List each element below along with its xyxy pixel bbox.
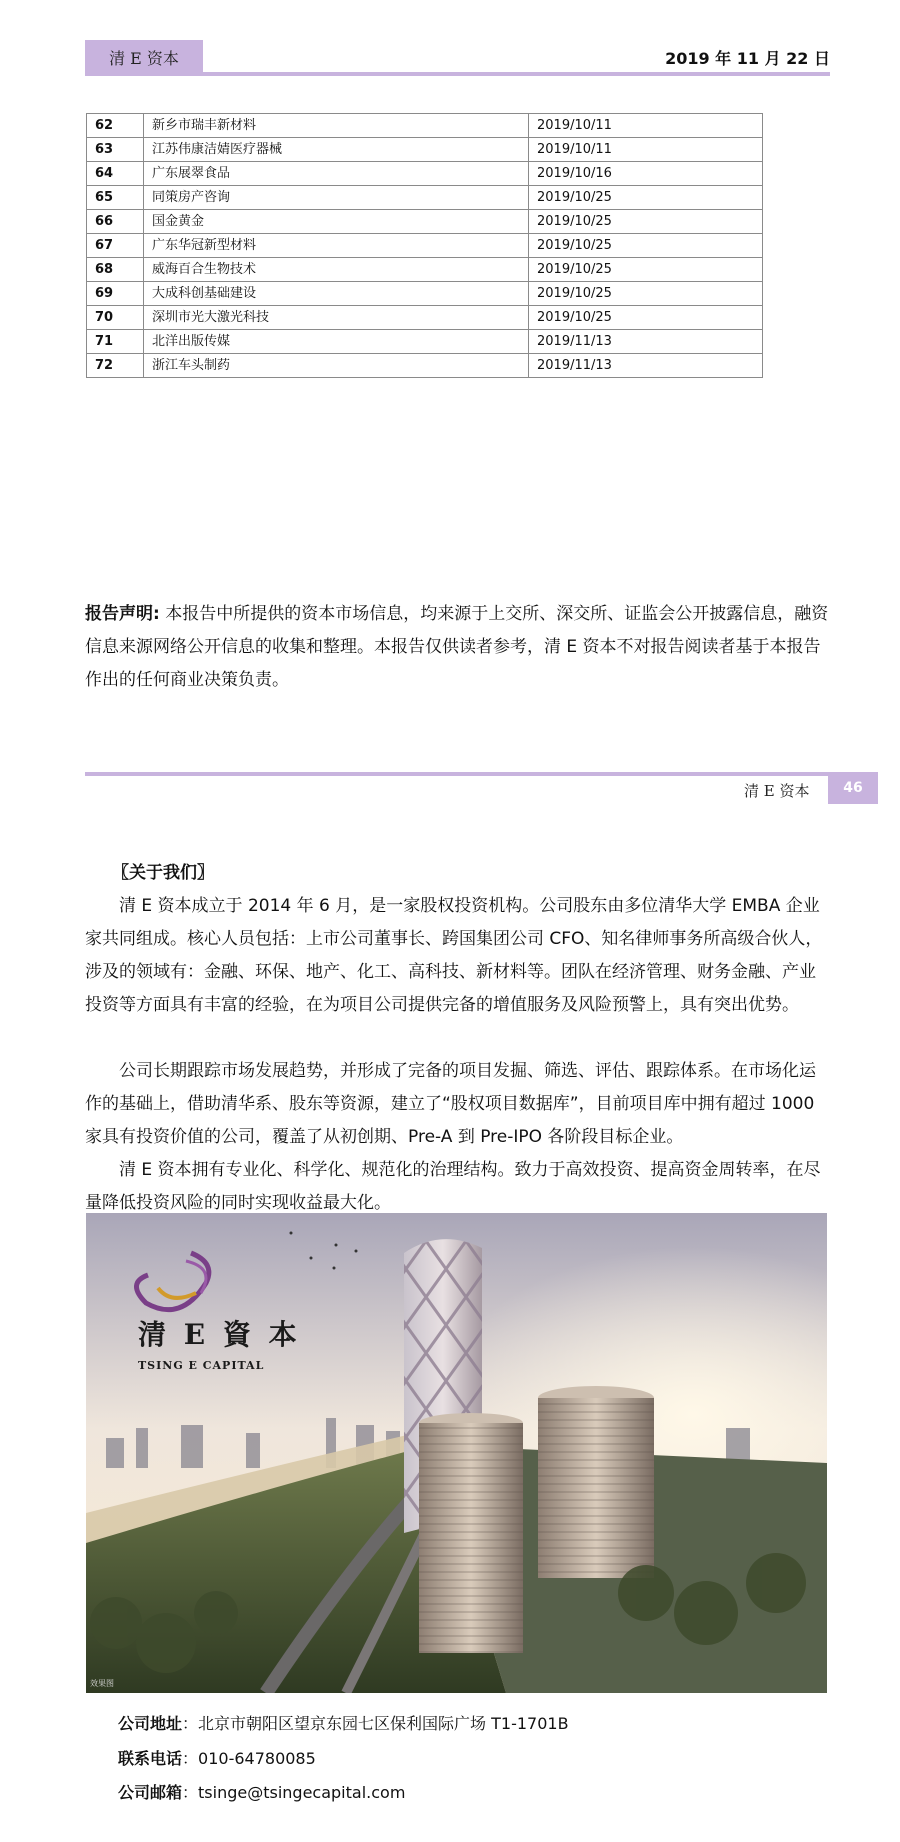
email-value[interactable]: tsinge@tsingecapital.com [198, 1783, 406, 1802]
listing-date: 2019/11/13 [529, 330, 763, 354]
company-name: 广东华冠新型材料 [144, 234, 529, 258]
listing-date: 2019/10/25 [529, 282, 763, 306]
table-row [87, 354, 763, 378]
company-name: 深圳市光大激光科技 [144, 306, 529, 330]
report-statement [85, 598, 830, 697]
listing-date: 2019/10/25 [529, 186, 763, 210]
company-name: 广东展翠食品 [144, 162, 529, 186]
logo-chinese: 清 E 資 本 [138, 1318, 301, 1351]
about-paragraph-1: 清 E 资本成立于 2014 年 6 月，是一家股权投资机构。公司股东由多位清华大学 EMBA 企业家共同组成。核心人员包括：上市公司董事长、跨国集团公司 CFO、知名律师事务所高级合伙人，涉及的领域有：金融、环保、地产、化工、高科技、新材料等。团队在经济管理、财务金融、产业投资等方面具有丰富的经验，在为项目公司提供完备的增值服务及风险预警上，具有突出优势。 [85, 896, 823, 1015]
listing-date: 2019/10/11 [529, 114, 763, 138]
email-label: 公司邮箱 [118, 1783, 183, 1802]
company-name: 国金黄金 [144, 210, 529, 234]
statement-text: 本报告中所提供的资本市场信息，均来源于上交所、深交所、证监会公开披露信息，融资信息来源网络公开信息的收集和整理。本报告仅供读者参考，清 E 资本不对报告阅读者基于本报告作出的任何商业决策负责。 [85, 604, 829, 690]
contact-phone: 联系电话：010-64780085 [118, 1749, 316, 1768]
company-name: 浙江车头制药 [144, 354, 529, 378]
about-paragraph-2: 公司长期跟踪市场发展趋势，并形成了完备的项目发掘、筛选、评估、跟踪体系。在市场化运作的基础上，借助清华系、股东等资源，建立了“股权项目数据库”，目前项目库中拥有超过 1000 家具有投资价值的公司，覆盖了从初创期、Pre-A 到 Pre-IPO 各阶段目标企业。 [85, 1061, 816, 1147]
listing-date: 2019/11/13 [529, 354, 763, 378]
company-name: 江苏伟康洁婧医疗器械 [144, 138, 529, 162]
listing-date: 2019/10/25 [529, 258, 763, 282]
listing-date: 2019/10/25 [529, 210, 763, 234]
table-row [87, 330, 763, 354]
company-name: 北洋出版传媒 [144, 330, 529, 354]
company-name: 同策房产咨询 [144, 186, 529, 210]
row-number: 71 [87, 330, 144, 354]
statement-label: 报告声明: [85, 604, 160, 624]
company-name: 威海百合生物技术 [144, 258, 529, 282]
phone-label: 联系电话 [118, 1749, 183, 1768]
logo-english: TSING E CAPITAL [138, 1359, 265, 1372]
header-rule [85, 72, 830, 76]
image-watermark: 效果图 [90, 1679, 114, 1688]
row-number: 70 [87, 306, 144, 330]
footer-brand: 清 E 资本 [744, 782, 810, 800]
row-number: 67 [87, 234, 144, 258]
table-row [87, 186, 763, 210]
table-row [87, 114, 763, 138]
listing-date: 2019/10/25 [529, 234, 763, 258]
table-row [87, 282, 763, 306]
row-number: 63 [87, 138, 144, 162]
address-value: 北京市朝阳区望京东园七区保利国际广场 T1-1701B [198, 1714, 569, 1733]
row-number: 69 [87, 282, 144, 306]
about-paragraph-3: 清 E 资本拥有专业化、科学化、规范化的治理结构。致力于高效投资、提高资金周转率，在尽量降低投资风险的同时实现收益最大化。 [85, 1160, 821, 1213]
header-brand: 清 E 资本 [109, 48, 179, 68]
row-number: 64 [87, 162, 144, 186]
phone-value: 010-64780085 [198, 1749, 316, 1768]
table-row [87, 138, 763, 162]
table-row [87, 306, 763, 330]
contact-email: 公司邮箱：tsinge@tsingecapital.com [118, 1783, 406, 1802]
company-name: 新乡市瑞丰新材料 [144, 114, 529, 138]
header-brand-tab [85, 40, 203, 74]
ipo-table [86, 113, 763, 378]
address-label: 公司地址 [118, 1714, 183, 1733]
row-number: 62 [87, 114, 144, 138]
table-row [87, 234, 763, 258]
table-row [87, 162, 763, 186]
table-row [87, 210, 763, 234]
listing-date: 2019/10/25 [529, 306, 763, 330]
page-number [828, 772, 878, 804]
company-name: 大成科创基础建设 [144, 282, 529, 306]
about-heading: 〖关于我们〗 [112, 863, 214, 883]
header-date: 2019 年 11 月 22 日 [665, 49, 830, 68]
company-building-image [86, 1213, 827, 1693]
row-number: 68 [87, 258, 144, 282]
row-number: 65 [87, 186, 144, 210]
row-number: 66 [87, 210, 144, 234]
footer-rule [85, 772, 830, 776]
listing-date: 2019/10/11 [529, 138, 763, 162]
table-row [87, 258, 763, 282]
listing-date: 2019/10/16 [529, 162, 763, 186]
page-number-text: 46 [843, 780, 863, 796]
contact-address: 公司地址：北京市朝阳区望京东园七区保利国际广场 T1-1701B [118, 1714, 569, 1733]
building-illustration [86, 1213, 827, 1693]
row-number: 72 [87, 354, 144, 378]
